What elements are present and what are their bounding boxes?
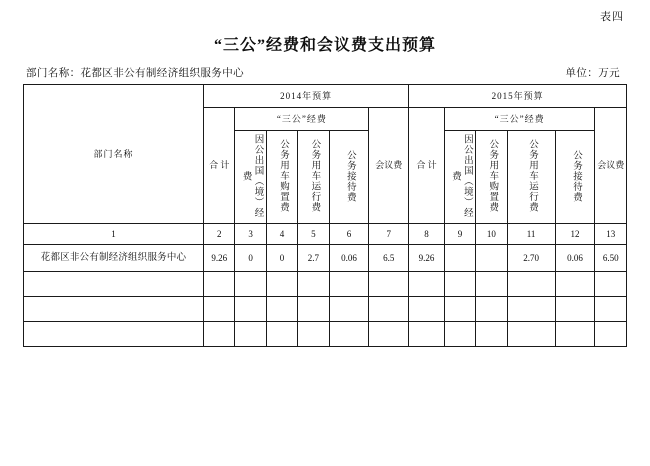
colnum-4: 4 [266, 224, 297, 245]
row-2014-reception [329, 297, 369, 322]
row-2014-reception [329, 322, 369, 347]
page-title: “三公”经费和会议费支出预算 [213, 37, 436, 54]
colnum-1: 1 [24, 224, 204, 245]
row-2014-total [204, 272, 235, 297]
header-2015-car-purchase: 公务用车购置费 [476, 131, 507, 224]
row-2015-car-operation [507, 272, 555, 297]
column-number-row [24, 224, 627, 245]
header-department: 部门名称 [24, 85, 204, 224]
header-2015-reception: 公务接待费 [555, 131, 595, 224]
header-2015-car-operation: 公务用车运行费 [507, 131, 555, 224]
row-2014-total: 9.26 [204, 245, 235, 272]
colnum-13: 13 [595, 224, 627, 245]
row-2015-abroad [444, 297, 475, 322]
row-2014-meeting [369, 272, 409, 297]
colnum-3: 3 [235, 224, 266, 245]
row-2014-car-purchase [266, 297, 297, 322]
row-2014-car-operation: 2.7 [298, 245, 329, 272]
header-2014-meeting: 会议费 [369, 108, 409, 224]
row-2015-abroad [444, 272, 475, 297]
colnum-8: 8 [409, 224, 445, 245]
colnum-10: 10 [476, 224, 507, 245]
row-department-name [24, 272, 204, 297]
colnum-11: 11 [507, 224, 555, 245]
colnum-2: 2 [204, 224, 235, 245]
row-2015-car-operation: 2.70 [507, 245, 555, 272]
department-name-label: 部门名称：花都区非公有制经济组织服务中心 [26, 68, 244, 79]
row-2014-car-purchase: 0 [266, 245, 297, 272]
row-department-name [24, 322, 204, 347]
row-2015-total: 9.26 [409, 245, 445, 272]
row-2015-reception: 0.06 [555, 245, 595, 272]
row-2014-reception: 0.06 [329, 245, 369, 272]
row-2014-abroad [235, 272, 266, 297]
colnum-12: 12 [555, 224, 595, 245]
row-2015-meeting: 6.50 [595, 245, 627, 272]
header-year-row [24, 85, 627, 108]
header-2014-reception: 公务接待费 [329, 131, 369, 224]
row-2015-car-operation [507, 297, 555, 322]
row-2014-meeting [369, 297, 409, 322]
row-2015-car-operation [507, 322, 555, 347]
header-2015-abroad: 因公出国（境）经费 [444, 131, 475, 224]
row-2015-meeting [595, 297, 627, 322]
row-2014-car-purchase [266, 272, 297, 297]
row-2014-total [204, 322, 235, 347]
row-department-name [24, 297, 204, 322]
row-2014-abroad [235, 322, 266, 347]
header-2014-sangong: “三公”经费 [235, 108, 369, 131]
unit-label: 单位：万元 [565, 68, 620, 79]
colnum-6: 6 [329, 224, 369, 245]
row-2014-car-operation [298, 297, 329, 322]
colnum-5: 5 [298, 224, 329, 245]
row-2015-abroad [444, 245, 475, 272]
row-2015-reception [555, 322, 595, 347]
header-2014-car-purchase: 公务用车购置费 [266, 131, 297, 224]
row-2015-total [409, 272, 445, 297]
colnum-9: 9 [444, 224, 475, 245]
row-2015-reception [555, 297, 595, 322]
row-department-name: 花都区非公有制经济组织服务中心 [24, 245, 204, 272]
table-row [24, 272, 627, 297]
row-2015-car-purchase [476, 245, 507, 272]
colnum-7: 7 [369, 224, 409, 245]
row-2014-reception [329, 272, 369, 297]
header-2014-car-operation: 公务用车运行费 [298, 131, 329, 224]
table-row [24, 297, 627, 322]
header-year-2014: 2014年预算 [204, 85, 409, 108]
budget-table [23, 84, 627, 347]
row-2015-car-purchase [476, 322, 507, 347]
row-2014-car-purchase [266, 322, 297, 347]
header-2015-meeting: 会议费 [595, 108, 627, 224]
row-2014-abroad [235, 297, 266, 322]
row-2014-total [204, 297, 235, 322]
header-2015-total: 合 计 [409, 108, 445, 224]
header-year-2015: 2015年预算 [409, 85, 627, 108]
meta-row [26, 65, 624, 80]
row-2015-reception [555, 272, 595, 297]
header-2014-abroad: 因公出国（境）经费 [235, 131, 266, 224]
row-2014-car-operation [298, 272, 329, 297]
table-row [24, 322, 627, 347]
row-2015-total [409, 322, 445, 347]
row-2014-abroad: 0 [235, 245, 266, 272]
table-row [24, 245, 627, 272]
header-2015-sangong: “三公”经费 [444, 108, 595, 131]
row-2015-abroad [444, 322, 475, 347]
row-2015-car-purchase [476, 297, 507, 322]
header-2014-total: 合 计 [204, 108, 235, 224]
row-2015-car-purchase [476, 272, 507, 297]
row-2015-total [409, 297, 445, 322]
row-2014-car-operation [298, 322, 329, 347]
row-2015-meeting [595, 272, 627, 297]
corner-label: 表四 [600, 11, 624, 23]
row-2015-meeting [595, 322, 627, 347]
row-2014-meeting: 6.5 [369, 245, 409, 272]
row-2014-meeting [369, 322, 409, 347]
